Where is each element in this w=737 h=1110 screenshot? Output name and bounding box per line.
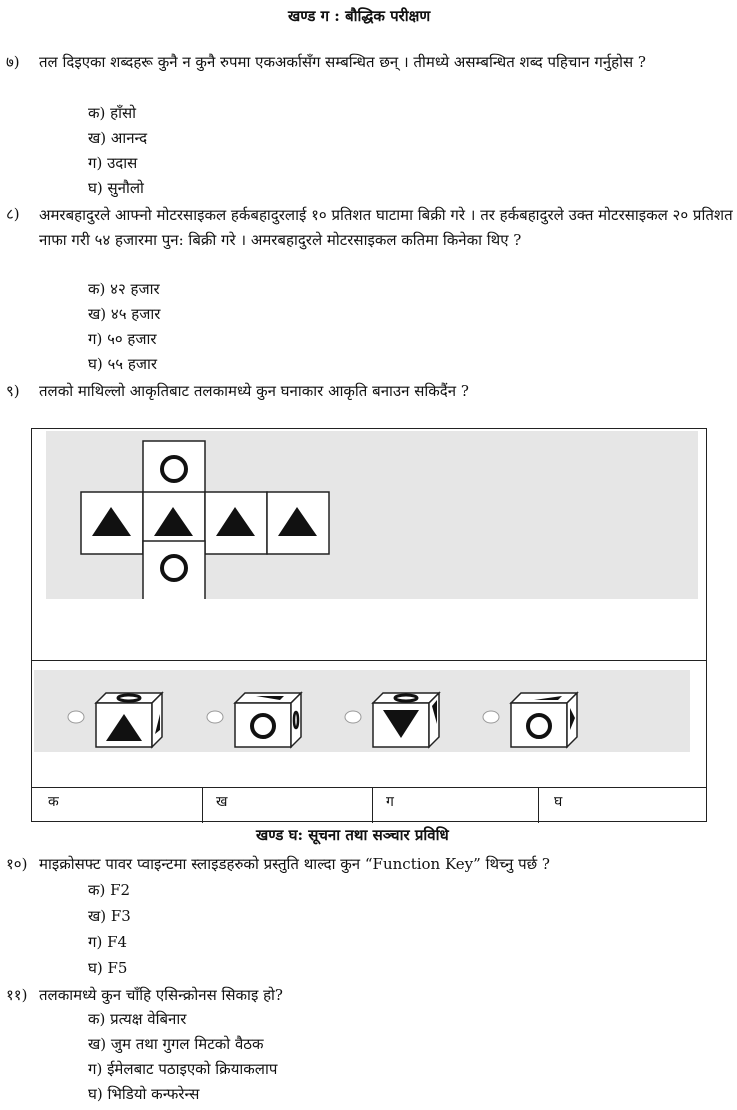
option: घ) F5 [88,959,128,977]
question-number: ९) [6,382,20,400]
radio-icon [207,711,223,723]
cube-kha [235,693,301,747]
option: क) F2 [88,881,131,899]
question-number: ८) [6,205,20,223]
option: ग) ईमेलबाट पठाइएको क्रियाकलाप [88,1060,278,1078]
option: घ) ५५ हजार [88,355,157,373]
option: ख) जुम तथा गुगल मिटको वैठक [88,1035,264,1053]
question-text: तलकामध्ये कुन चाँहि एसिन्क्रोनस सिकाइ हो? [39,986,283,1004]
question-text: अमरबहादुरले आफ्नो मोटरसाइकल हर्कबहादुरलाई १० प्रतिशत घाटामा बिक्री गरे । तर हर्कबहादुरले उक्त मोटरसाइकल २० प्रतिशत नाफा गरी ५४ हजारमा पुन: बिक्री गरे । अमरबहादुरले मोटरसाइकल कतिमा किनेका थिए ? [39,206,733,249]
cell-divider [202,787,203,823]
answer-label: क [48,794,59,810]
divider [32,660,706,661]
option: ख) ४५ हजार [88,305,161,323]
cell-divider [372,787,373,823]
option: घ) सुनौलो [88,179,144,197]
option: घ) भिडियो कन्फरेन्स [88,1085,200,1103]
cubes-panel [34,670,690,752]
net-face-bottom [143,541,205,599]
question-text: माइक्रोसफ्ट पावर प्वाइन्टमा स्लाइडहरुको प्रस्तुति थाल्दा कुन “Function Key” थिच्नु पर्छ ? [39,855,550,873]
option: क) ४२ हजार [88,280,160,298]
cube-ga [373,693,439,747]
question-text: तलको माथिल्लो आकृतिबाट तलकामध्ये कुन घनाकार आकृति बनाउन सकिदैंन ? [39,382,469,400]
section-title-c: खण्ड ग : बौद्धिक परीक्षण [288,7,431,25]
radio-icon [345,711,361,723]
option: ग) F4 [88,933,128,951]
option: ग) उदास [88,154,138,172]
net-panel [46,431,698,599]
cell-divider [538,787,539,823]
answer-label: ग [386,794,394,810]
cube-net [46,431,698,599]
option: क) प्रत्यक्ष वेबिनार [88,1010,187,1028]
question-number: १०) [6,855,28,873]
answer-label: ख [216,794,228,810]
radio-icon [68,711,84,723]
question-number: ७) [6,53,20,71]
cube-ka [96,693,162,747]
answer-label: घ [554,794,563,810]
cube-gha [511,693,577,747]
option: ग) ५० हजार [88,330,157,348]
question-text: तल दिइएका शब्दहरू कुनै न कुनै रुपमा एकअर्कासँग सम्बन्धित छन् । तीमध्ये असम्बन्धित शब्द पहिचान गर्नुहोस ? [39,53,646,71]
question-number: ११) [6,986,28,1004]
section-title-d: खण्ड घ: सूचना तथा सञ्चार प्रविधि [256,826,449,844]
cube-options [34,670,690,752]
option: क) हाँसो [88,104,137,122]
option: ख) आनन्द [88,129,148,147]
radio-icon [483,711,499,723]
option: ख) F3 [88,907,131,925]
divider [32,787,706,788]
figure-box [31,428,707,822]
